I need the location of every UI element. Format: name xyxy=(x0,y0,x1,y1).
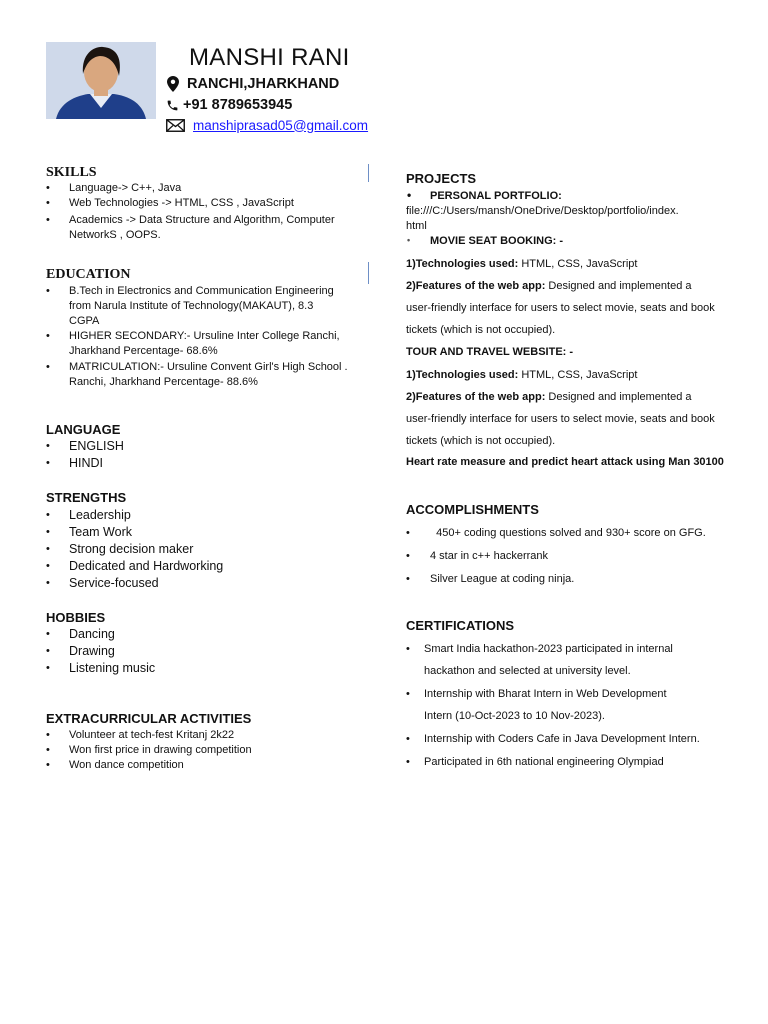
location-row xyxy=(165,76,339,92)
education-line: HIGHER SECONDARY:- Ursuline Inter College Ranchi, xyxy=(69,330,340,342)
skills-heading: SKILLS xyxy=(46,165,97,180)
education-line: CGPA xyxy=(69,315,100,327)
profile-photo xyxy=(46,42,156,119)
list-item xyxy=(46,329,366,359)
list-item: • Strong decision maker xyxy=(46,541,346,558)
certification-line: Smart India hackathon-2023 participated in internal xyxy=(424,643,673,655)
projects-heading: PROJECTS xyxy=(406,171,477,186)
divider-line xyxy=(368,262,369,284)
features-line: tickets (which is not occupied). xyxy=(406,324,556,336)
list-item: • Silver League at coding ninja. xyxy=(406,572,756,587)
certification-line: Intern (10-Oct-2023 to 10 Nov-2023). xyxy=(424,710,605,722)
email-row xyxy=(165,117,368,133)
list-item: • Listening music xyxy=(46,660,346,677)
email-link[interactable]: manshiprasad05@gmail.com xyxy=(193,117,369,133)
list-item: • HINDI xyxy=(46,455,346,472)
list-item xyxy=(46,213,366,243)
tour-project-details xyxy=(406,368,756,449)
tech-line: 1)Technologies used: HTML, CSS, JavaScript xyxy=(406,369,638,381)
project-title: TOUR AND TRAVEL WEBSITE: - xyxy=(406,346,574,358)
features-line: user-friendly interface for users to select movie, seats and book xyxy=(406,413,715,425)
list-item: • ENGLISH xyxy=(46,438,346,455)
certification-line: Internship with Bharat Intern in Web Development xyxy=(424,688,667,700)
education-line: Ranchi, Jharkhand Percentage- 88.6% xyxy=(69,376,258,388)
accomplishments-heading: ACCOMPLISHMENTS xyxy=(406,502,539,517)
list-item: • 4 star in c++ hackerrank xyxy=(406,549,756,564)
certification-line: hackathon and selected at university level. xyxy=(424,665,631,677)
list-item: • Internship with Coders Cafe in Java Development Intern. xyxy=(406,732,756,747)
accomplishments-list xyxy=(406,526,756,587)
list-item: • Team Work xyxy=(46,524,346,541)
person-portrait-icon xyxy=(46,42,156,119)
education-heading: EDUCATION xyxy=(46,267,131,282)
list-item: • Dancing xyxy=(46,626,346,643)
list-item: • 450+ coding questions solved and 930+ score on GFG. xyxy=(406,526,756,541)
phone-text: +91 8789653945 xyxy=(183,97,293,113)
portfolio-path: file:///C:/Users/mansh/OneDrive/Desktop/portfolio/index. xyxy=(406,205,679,217)
list-item: • Won first price in drawing competition xyxy=(46,743,366,758)
list-item: • Dedicated and Hardworking xyxy=(46,558,346,575)
skills-academics-line: Academics -> Data Structure and Algorithm, Computer xyxy=(69,214,335,226)
location-pin-icon xyxy=(165,76,181,92)
hobbies-list xyxy=(46,626,346,677)
features-line: 2)Features of the web app: Designed and implemented a xyxy=(406,391,692,403)
language-list xyxy=(46,438,346,472)
extracurricular-list xyxy=(46,728,366,773)
skills-academics-line: NetworkS , OOPS. xyxy=(69,229,161,241)
movie-project-details xyxy=(406,257,756,338)
phone-row xyxy=(165,97,292,113)
language-heading: LANGUAGE xyxy=(46,422,121,437)
list-item: • Participated in 6th national engineering Olympiad xyxy=(406,755,756,770)
list-item: • Service-focused xyxy=(46,575,346,592)
envelope-icon xyxy=(165,117,185,133)
list-item xyxy=(46,284,366,329)
list-item: • Web Technologies -> HTML, CSS , JavaScript xyxy=(46,196,366,211)
strengths-list xyxy=(46,507,346,592)
list-item: • Won dance competition xyxy=(46,758,366,773)
list-item xyxy=(406,642,756,679)
hobbies-heading: HOBBIES xyxy=(46,610,106,625)
tech-line: 1)Technologies used: HTML, CSS, JavaScript xyxy=(406,258,638,270)
certifications-heading: CERTIFICATIONS xyxy=(406,618,515,633)
features-line: tickets (which is not occupied). xyxy=(406,435,556,447)
education-line: Jharkhand Percentage- 68.6% xyxy=(69,345,218,357)
education-line: from Narula Institute of Technology(MAKAUT), 8.3 xyxy=(69,300,314,312)
list-item xyxy=(406,687,756,724)
list-item: • Volunteer at tech-fest Kritanj 2k22 xyxy=(46,728,366,743)
portfolio-path: html xyxy=(406,220,427,232)
strengths-heading: STRENGTHS xyxy=(46,490,127,505)
skills-list xyxy=(46,181,366,243)
features-line: user-friendly interface for users to select movie, seats and book xyxy=(406,302,715,314)
project-portfolio xyxy=(406,189,679,234)
list-item: • PERSONAL PORTFOLIO: xyxy=(407,188,562,202)
list-item xyxy=(46,360,366,390)
extracurricular-heading: EXTRACURRICULAR ACTIVITIES xyxy=(46,711,252,726)
project-title: Heart rate measure and predict heart attack using Man 30100 xyxy=(406,456,724,468)
education-list xyxy=(46,284,366,390)
list-item: • Leadership xyxy=(46,507,346,524)
location-text: RANCHI,JHARKHAND xyxy=(187,76,340,92)
list-item: • Language-> C++, Java xyxy=(46,181,366,196)
certifications-list xyxy=(406,642,756,770)
list-item: • MOVIE SEAT BOOKING: - xyxy=(407,235,564,247)
education-line: B.Tech in Electronics and Communication Engineering xyxy=(69,285,334,297)
education-line: MATRICULATION:- Ursuline Convent Girl's High School . xyxy=(69,361,348,373)
candidate-name: MANSHI RANI xyxy=(189,44,350,71)
features-line: 2)Features of the web app: Designed and implemented a xyxy=(406,280,692,292)
list-item: • Drawing xyxy=(46,643,346,660)
phone-icon xyxy=(165,97,179,113)
divider-line xyxy=(368,164,369,182)
project-title: MOVIE SEAT BOOKING: - xyxy=(430,235,564,247)
project-title: PERSONAL PORTFOLIO: xyxy=(430,190,562,202)
